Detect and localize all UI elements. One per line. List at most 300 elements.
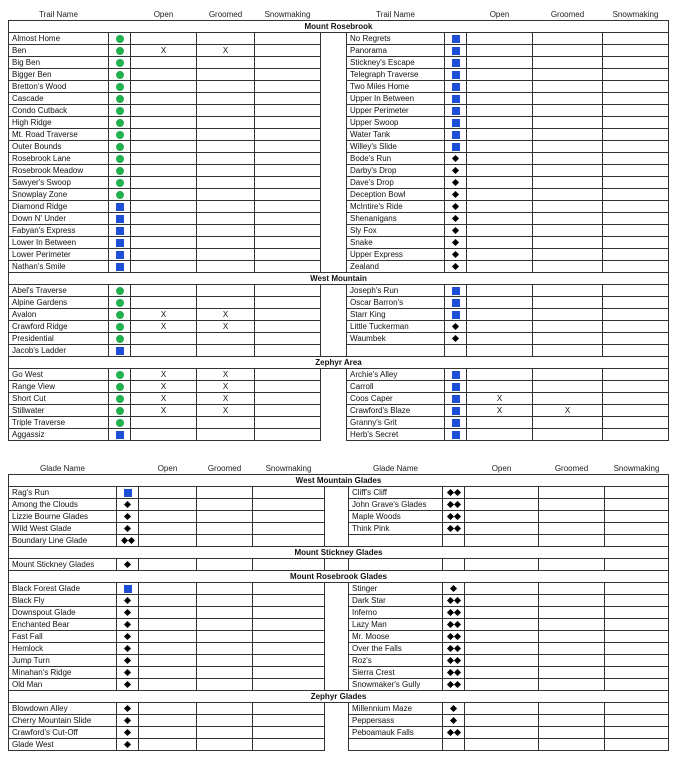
groomed-cell xyxy=(533,45,603,57)
difficulty-cell xyxy=(109,237,131,249)
difficulty-cell xyxy=(445,333,467,345)
trail-name: Old Man xyxy=(9,679,117,691)
diamond-shape xyxy=(124,525,131,532)
open-cell xyxy=(465,499,539,511)
col-groomed-right: Groomed xyxy=(554,464,589,473)
snowmaking-cell xyxy=(605,511,669,523)
open-cell xyxy=(467,141,533,153)
difficulty-cell xyxy=(445,405,467,417)
difficulty-cell xyxy=(109,165,131,177)
open-cell xyxy=(467,189,533,201)
snowmaking-cell xyxy=(255,393,321,405)
groomed-cell xyxy=(533,369,603,381)
gap-cell xyxy=(321,261,347,273)
difficulty-cell xyxy=(109,405,131,417)
open-cell xyxy=(465,595,539,607)
trail-name: Lazy Man xyxy=(349,619,443,631)
difficulty-cell xyxy=(445,213,467,225)
snowmaking-cell xyxy=(603,261,669,273)
trail-name: Boundary Line Glade xyxy=(9,535,117,547)
difficulty-cell xyxy=(109,285,131,297)
groomed-cell xyxy=(197,417,255,429)
snowmaking-cell xyxy=(253,715,325,727)
difficulty-cell xyxy=(445,237,467,249)
table-row xyxy=(9,69,669,81)
difficulty-cell xyxy=(109,393,131,405)
trail-name: McIntire's Ride xyxy=(347,201,445,213)
difficulty-cell xyxy=(117,559,139,571)
snowmaking-cell xyxy=(605,703,669,715)
gap-cell xyxy=(321,81,347,93)
trail-name: Lizzie Bourne Glades xyxy=(9,511,117,523)
groomed-cell xyxy=(197,57,255,69)
groomed-cell xyxy=(533,249,603,261)
difficulty-cell xyxy=(117,667,139,679)
groomed-cell xyxy=(197,141,255,153)
table-row xyxy=(9,417,669,429)
empty-cell xyxy=(443,535,465,547)
groomed-cell xyxy=(197,165,255,177)
trail-name: Think Pink xyxy=(349,523,443,535)
snowmaking-cell xyxy=(255,141,321,153)
col-open-right: Open xyxy=(489,10,510,19)
open-cell xyxy=(465,511,539,523)
green-circle-icon xyxy=(116,311,124,319)
groomed-cell xyxy=(539,667,605,679)
trail-name: Mount Stickney Glades xyxy=(9,559,117,571)
green-circle-icon xyxy=(116,287,124,295)
open-cell xyxy=(465,631,539,643)
difficulty-cell xyxy=(109,213,131,225)
snowmaking-cell xyxy=(255,285,321,297)
section-row xyxy=(9,273,669,285)
trail-name: John Grave's Glades xyxy=(349,499,443,511)
trail-name: Crawford's Cut-Off xyxy=(9,727,117,739)
open-cell xyxy=(131,345,197,357)
snowmaking-cell xyxy=(603,285,669,297)
difficulty-cell xyxy=(443,727,465,739)
snowmaking-cell xyxy=(603,81,669,93)
blue-square-icon xyxy=(452,419,460,427)
snowmaking-cell xyxy=(603,417,669,429)
table-row xyxy=(9,643,669,655)
groomed-cell xyxy=(197,201,255,213)
table-row xyxy=(9,321,669,333)
black-diamond-icon xyxy=(124,631,131,642)
difficulty-cell xyxy=(445,45,467,57)
difficulty-cell xyxy=(445,225,467,237)
snowmaking-cell xyxy=(255,321,321,333)
groomed-cell xyxy=(197,33,255,45)
gap-cell xyxy=(321,165,347,177)
snowmaking-cell xyxy=(603,381,669,393)
snowmaking-cell xyxy=(605,595,669,607)
open-cell xyxy=(131,201,197,213)
blue-square-icon xyxy=(452,299,460,307)
diamond-shape xyxy=(453,681,460,688)
diamond-shape xyxy=(446,525,453,532)
diamond-shape xyxy=(453,669,460,676)
green-circle-icon xyxy=(116,155,124,163)
empty-cell xyxy=(605,559,669,571)
open-cell xyxy=(139,595,197,607)
difficulty-cell xyxy=(445,189,467,201)
snowmaking-cell xyxy=(603,321,669,333)
gap-cell xyxy=(321,285,347,297)
snowmaking-cell xyxy=(253,739,325,751)
gap-cell xyxy=(325,559,349,571)
groomed-cell xyxy=(533,93,603,105)
trail-name: Diamond Ridge xyxy=(9,201,109,213)
groomed-cell xyxy=(197,703,253,715)
difficulty-cell xyxy=(443,607,465,619)
open-cell xyxy=(139,523,197,535)
open-cell: X xyxy=(131,321,197,333)
snowmaking-cell xyxy=(603,141,669,153)
groomed-cell xyxy=(533,141,603,153)
diamond-shape xyxy=(124,681,131,688)
difficulty-cell xyxy=(109,129,131,141)
open-cell xyxy=(139,655,197,667)
open-cell xyxy=(131,333,197,345)
open-cell xyxy=(467,153,533,165)
green-circle-icon xyxy=(116,323,124,331)
table-row xyxy=(9,261,669,273)
trail-name: Maple Woods xyxy=(349,511,443,523)
open-cell xyxy=(131,429,197,441)
diamond-shape xyxy=(446,621,453,628)
snowmaking-cell xyxy=(255,93,321,105)
double-black-diamond-icon xyxy=(447,499,461,510)
difficulty-cell xyxy=(443,715,465,727)
diamond-shape xyxy=(452,251,459,258)
blue-square-icon xyxy=(116,263,124,271)
col-icon-right xyxy=(445,9,467,21)
open-cell xyxy=(467,45,533,57)
trail-name: Alpine Gardens xyxy=(9,297,109,309)
open-cell: X xyxy=(131,405,197,417)
diamond-shape xyxy=(452,191,459,198)
table-row xyxy=(9,33,669,45)
blue-square-icon xyxy=(452,47,460,55)
difficulty-cell xyxy=(443,499,465,511)
section-title: West Mountain xyxy=(9,273,669,285)
difficulty-cell xyxy=(445,369,467,381)
table-row xyxy=(9,249,669,261)
open-cell xyxy=(465,727,539,739)
black-diamond-icon xyxy=(452,249,459,260)
difficulty-cell xyxy=(109,417,131,429)
open-cell xyxy=(131,69,197,81)
difficulty-cell xyxy=(109,177,131,189)
groomed-cell xyxy=(539,523,605,535)
difficulty-cell xyxy=(443,631,465,643)
diamond-shape xyxy=(124,729,131,736)
difficulty-cell xyxy=(445,249,467,261)
difficulty-cell xyxy=(109,153,131,165)
table-row xyxy=(9,739,669,751)
snowmaking-cell xyxy=(603,189,669,201)
blue-square-icon xyxy=(452,119,460,127)
difficulty-cell xyxy=(445,429,467,441)
diamond-shape xyxy=(453,621,460,628)
trail-name: Black Fly xyxy=(9,595,117,607)
groomed-cell xyxy=(197,189,255,201)
double-black-diamond-icon xyxy=(447,523,461,534)
table-row xyxy=(9,93,669,105)
snowmaking-cell xyxy=(255,81,321,93)
col-snowmaking-right: Snowmaking xyxy=(613,464,660,473)
blue-square-icon xyxy=(452,287,460,295)
gap-cell xyxy=(325,499,349,511)
diamond-shape xyxy=(452,263,459,270)
diamond-shape xyxy=(124,501,131,508)
difficulty-cell xyxy=(117,655,139,667)
table-row xyxy=(9,727,669,739)
diamond-shape xyxy=(120,537,127,544)
black-diamond-icon xyxy=(452,165,459,176)
groomed-cell xyxy=(539,595,605,607)
section-row xyxy=(9,691,669,703)
blue-square-icon xyxy=(452,143,460,151)
trail-name: Water Tank xyxy=(347,129,445,141)
snowmaking-cell xyxy=(255,405,321,417)
difficulty-cell xyxy=(117,487,139,499)
table-row xyxy=(9,225,669,237)
gap-cell xyxy=(325,583,349,595)
difficulty-cell xyxy=(445,261,467,273)
open-cell xyxy=(139,607,197,619)
snowmaking-cell xyxy=(605,715,669,727)
diamond-shape xyxy=(453,633,460,640)
open-cell xyxy=(139,487,197,499)
open-cell xyxy=(131,153,197,165)
snowmaking-cell xyxy=(603,237,669,249)
groomed-cell xyxy=(197,345,255,357)
empty-cell xyxy=(605,739,669,751)
difficulty-cell xyxy=(109,381,131,393)
groomed-cell: X xyxy=(533,405,603,417)
gap-cell xyxy=(321,105,347,117)
trail-name: Wild West Glade xyxy=(9,523,117,535)
snowmaking-cell xyxy=(255,57,321,69)
groomed-cell xyxy=(533,393,603,405)
groomed-cell xyxy=(533,309,603,321)
groomed-cell xyxy=(197,631,253,643)
green-circle-icon xyxy=(116,167,124,175)
double-black-diamond-icon xyxy=(447,487,461,498)
diamond-shape xyxy=(450,705,457,712)
difficulty-cell xyxy=(109,309,131,321)
empty-cell xyxy=(465,535,539,547)
section-title: Zephyr Glades xyxy=(9,691,669,703)
diamond-shape xyxy=(453,597,460,604)
trail-name: Presidential xyxy=(9,333,109,345)
snowmaking-cell xyxy=(255,225,321,237)
groomed-cell xyxy=(533,333,603,345)
open-cell xyxy=(131,81,197,93)
open-cell xyxy=(467,69,533,81)
groomed-cell xyxy=(197,595,253,607)
groomed-cell xyxy=(197,559,253,571)
trail-name: Upper In Between xyxy=(347,93,445,105)
table-row xyxy=(9,213,669,225)
trail-name: Among the Clouds xyxy=(9,499,117,511)
snowmaking-cell xyxy=(253,499,325,511)
open-cell: X xyxy=(131,45,197,57)
snowmaking-cell xyxy=(603,45,669,57)
groomed-cell: X xyxy=(197,393,255,405)
col-icon-right xyxy=(443,463,465,475)
open-cell: X xyxy=(467,393,533,405)
diamond-shape xyxy=(124,633,131,640)
snowmaking-cell xyxy=(253,523,325,535)
groomed-cell xyxy=(197,297,255,309)
groomed-cell xyxy=(533,213,603,225)
trail-name: Fast Fall xyxy=(9,631,117,643)
difficulty-cell xyxy=(109,321,131,333)
snowmaking-cell xyxy=(253,583,325,595)
trail-name: Downspout Glade xyxy=(9,607,117,619)
trail-name: Big Ben xyxy=(9,57,109,69)
groomed-cell xyxy=(197,607,253,619)
open-cell xyxy=(139,715,197,727)
difficulty-cell xyxy=(117,739,139,751)
trail-name: Almost Home xyxy=(9,33,109,45)
gap-cell xyxy=(321,213,347,225)
open-cell xyxy=(131,237,197,249)
double-black-diamond-icon xyxy=(447,595,461,606)
difficulty-cell xyxy=(445,81,467,93)
open-cell xyxy=(467,297,533,309)
difficulty-cell xyxy=(445,381,467,393)
double-black-diamond-icon xyxy=(447,607,461,618)
difficulty-cell xyxy=(443,487,465,499)
trails-body xyxy=(9,21,669,441)
black-diamond-icon xyxy=(452,153,459,164)
groomed-cell xyxy=(539,487,605,499)
gap-cell xyxy=(321,381,347,393)
table-row xyxy=(9,81,669,93)
open-cell xyxy=(131,213,197,225)
snowmaking-cell xyxy=(255,369,321,381)
groomed-cell xyxy=(539,511,605,523)
snowmaking-cell xyxy=(253,535,325,547)
open-cell xyxy=(465,679,539,691)
diamond-shape xyxy=(124,669,131,676)
groomed-cell xyxy=(533,81,603,93)
diamond-shape xyxy=(452,335,459,342)
table-row xyxy=(9,297,669,309)
gap-cell xyxy=(321,249,347,261)
snowmaking-cell xyxy=(255,381,321,393)
open-cell xyxy=(465,667,539,679)
table-row xyxy=(9,499,669,511)
snowmaking-cell xyxy=(603,57,669,69)
table-row xyxy=(9,345,669,357)
difficulty-cell xyxy=(445,321,467,333)
table-row xyxy=(9,511,669,523)
gap-cell xyxy=(321,141,347,153)
trail-name: Rosebrook Lane xyxy=(9,153,109,165)
diamond-shape xyxy=(446,609,453,616)
table-row xyxy=(9,667,669,679)
open-cell xyxy=(465,523,539,535)
green-circle-icon xyxy=(116,71,124,79)
diamond-shape xyxy=(453,525,460,532)
snowmaking-cell xyxy=(605,523,669,535)
diamond-shape xyxy=(124,609,131,616)
diamond-shape xyxy=(452,167,459,174)
diamond-shape xyxy=(452,323,459,330)
gap-cell xyxy=(325,487,349,499)
difficulty-cell xyxy=(443,595,465,607)
trail-name: Snowmaker's Gully xyxy=(349,679,443,691)
groomed-cell xyxy=(197,739,253,751)
blue-square-icon xyxy=(452,395,460,403)
open-cell xyxy=(131,57,197,69)
diamond-shape xyxy=(446,669,453,676)
green-circle-icon xyxy=(116,371,124,379)
open-cell xyxy=(139,511,197,523)
difficulty-cell xyxy=(109,81,131,93)
snowmaking-cell xyxy=(255,189,321,201)
open-cell xyxy=(467,129,533,141)
difficulty-cell xyxy=(443,643,465,655)
groomed-cell xyxy=(539,619,605,631)
difficulty-cell xyxy=(445,153,467,165)
trail-name: Down N' Under xyxy=(9,213,109,225)
open-cell xyxy=(465,583,539,595)
difficulty-cell xyxy=(117,511,139,523)
snowmaking-cell xyxy=(603,393,669,405)
diamond-shape xyxy=(124,513,131,520)
groomed-cell xyxy=(533,57,603,69)
green-circle-icon xyxy=(116,395,124,403)
trail-name: Ben xyxy=(9,45,109,57)
empty-cell xyxy=(465,559,539,571)
section-title: Zephyr Area xyxy=(9,357,669,369)
green-circle-icon xyxy=(116,143,124,151)
open-cell xyxy=(465,643,539,655)
gap-cell xyxy=(321,93,347,105)
green-circle-icon xyxy=(116,59,124,67)
trail-name: Coos Caper xyxy=(347,393,445,405)
trail-name: No Regrets xyxy=(347,33,445,45)
difficulty-cell xyxy=(109,261,131,273)
blue-square-icon xyxy=(116,431,124,439)
col-snowmaking-right: Snowmaking xyxy=(612,10,659,19)
snowmaking-cell xyxy=(603,249,669,261)
open-cell: X xyxy=(131,393,197,405)
green-circle-icon xyxy=(116,107,124,115)
gap-cell xyxy=(325,679,349,691)
diamond-shape xyxy=(124,561,131,568)
col-groomed-right: Groomed xyxy=(550,10,585,19)
table-row xyxy=(9,655,669,667)
trail-name: Crawford Ridge xyxy=(9,321,109,333)
groomed-cell xyxy=(197,285,255,297)
open-cell xyxy=(467,237,533,249)
open-cell xyxy=(467,105,533,117)
diamond-shape xyxy=(446,513,453,520)
table-row xyxy=(9,595,669,607)
gap-cell xyxy=(321,153,347,165)
difficulty-cell xyxy=(109,69,131,81)
diamond-shape xyxy=(453,609,460,616)
table-row xyxy=(9,381,669,393)
open-cell xyxy=(467,321,533,333)
